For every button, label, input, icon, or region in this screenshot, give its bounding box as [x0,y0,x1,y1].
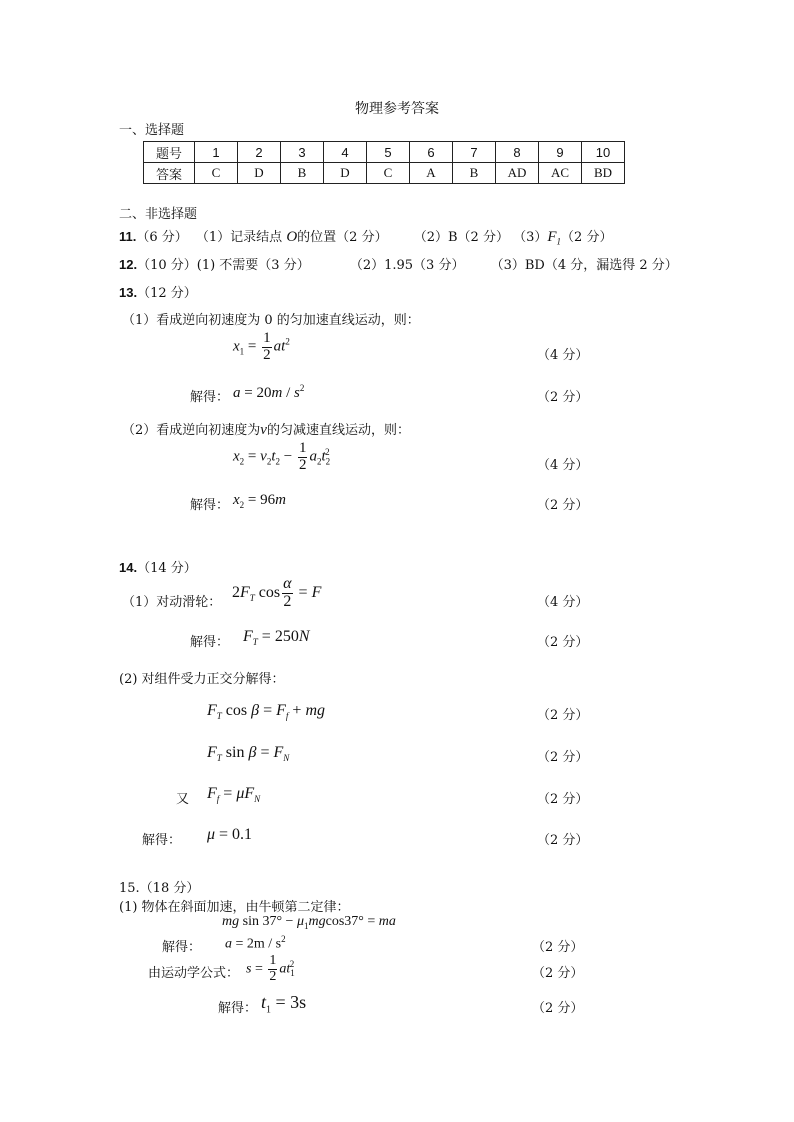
q15-solve1-label: 解得： [162,940,202,955]
table-cell-number: 5 [367,142,410,163]
q13-equation-2-score: （4 分） [537,458,589,473]
q15-equation-2-score: （2 分） [532,966,584,981]
table-cell-number: 7 [453,142,496,163]
q13-solve1-score: （2 分） [537,390,589,405]
table-cell-number: 9 [539,142,582,163]
q14-solve2-equation: μ = 0.1 [207,826,253,843]
q13-solve2-score: （2 分） [537,498,589,513]
q13-part1-text: （1）看成逆向初速度为 0 的匀加速直线运动，则： [122,313,420,328]
q11-part3-rest: （2 分） [561,230,613,245]
q14-number: 14. [119,560,138,575]
q11-part1: （1）记录结点 [195,230,283,245]
q15-equation-2: s = $\frac{1}{2}$ $at_1^2$ [246,953,295,984]
q13-score: （12 分） [137,286,197,301]
q14-solve1-score: （2 分） [537,635,589,650]
table-cell-answer: B [281,163,324,184]
q14-solve1-equation: $F_T = 250N$ [243,628,310,648]
q14-heading [119,557,197,576]
q14-score: （14 分） [137,561,197,576]
q11-part3-subscript: 1 [556,236,562,247]
table-cell-number: 4 [324,142,367,163]
q14-equation-1-score: （4 分） [537,595,589,610]
q14-equation-3: $F_T$ $\sin \beta = F_N$ [207,744,290,764]
table-cell-number: 2 [238,142,281,163]
q13-number: 13. [119,285,138,300]
q14-equation-1: $2F_T$ cos $\frac{\alpha}{2}$ = F [232,575,322,610]
q14-solve2-score: （2 分） [537,833,589,848]
q15-kinematics-label: 由运动学公式： [148,966,240,981]
q12-number: 12. [119,257,138,272]
q14-solve1-label: 解得： [190,635,230,650]
q11-part1-variable: O [286,229,298,245]
page-title: 物理参考答案 [355,101,439,117]
q11-part1-rest: 的位置（2 分） [297,230,388,245]
q11-part2: （2）B（2 分） [413,230,509,245]
q13-heading [119,282,197,301]
section-nonchoice-heading: 二、非选择题 [119,207,198,222]
q13-equation-1: $x_1$ = $\frac{1}{2}$ $at^2$ [233,330,290,363]
q12-part3: （3）BD（4 分，漏选得 2 分） [490,258,678,273]
table-cell-answer: AC [539,163,582,184]
table-cell-number: 10 [582,142,625,163]
q13-equation-2: $x_2 = v_2t_2$ − $\frac{1}{2}$ $a_2t_2^2$ [233,440,331,473]
q14-equation-4: $F_f = \mu F_N$ [207,785,261,805]
q14-part1-text: （1）对动滑轮： [122,595,222,610]
q14-part2-text: (2) 对组件受力正交分解得： [119,672,285,687]
table-header-number: 题号 [144,142,195,163]
q14-equation-2: $F_T$ $\cos \beta = F_f$ + mg [207,702,326,722]
q11-part3-variable: F [547,229,557,245]
q12-line [119,254,678,273]
table-cell-answer: B [453,163,496,184]
q13-solve2-equation: $x_2 = 96m$ [233,492,286,510]
q15-heading: 15.（18 分） [119,881,200,896]
table-cell-number: 1 [195,142,238,163]
table-cell-answer: BD [582,163,625,184]
q15-part1-text: (1) 物体在斜面加速，由牛顿第二定律： [119,900,350,915]
q14-equation-3-score: （2 分） [537,750,589,765]
table-cell-number: 3 [281,142,324,163]
answer-table [143,141,625,184]
q13-solve2-label: 解得： [190,498,230,513]
q14-equation-2-score: （2 分） [537,708,589,723]
q15-equation-1: mg $\sin 37^\circ - \mu_1mgcos37^\circ$ = ma [222,914,396,931]
table-cell-number: 8 [496,142,539,163]
table-cell-answer: C [367,163,410,184]
q12-part1: （10 分）(1) 不需要（3 分） [137,258,310,273]
q13-part2-text-b: 的匀减速直线运动，则： [266,423,410,438]
q15-solve2-equation: $t_1 = 3s$ [261,992,307,1016]
table-header-answer: 答案 [144,163,195,184]
table-cell-answer: D [238,163,281,184]
table-row-numbers [144,142,625,163]
table-cell-answer: A [410,163,453,184]
table-cell-answer: C [195,163,238,184]
q11-part3: （3） [513,230,548,245]
q15-solve1-equation: $a = 2m / s^2$ [225,934,286,952]
q15-solve2-score: （2 分） [532,1001,584,1016]
table-cell-answer: D [324,163,367,184]
q14-solve2-label: 解得： [142,833,182,848]
q11-line [119,226,612,247]
q14-equation-4-score: （2 分） [537,792,589,807]
table-cell-answer: AD [496,163,539,184]
table-row-answers [144,163,625,184]
table-cell-number: 6 [410,142,453,163]
q12-part2: （2）1.95（3 分） [349,258,465,273]
q13-part2-text-a: （2）看成逆向初速度为 [122,423,261,438]
q13-equation-1-score: （4 分） [537,348,589,363]
q15-solve2-label: 解得： [218,1001,258,1016]
q13-part2-variable: v [260,422,267,438]
q15-solve1-score: （2 分） [532,940,584,955]
q13-solve1-label: 解得： [190,390,230,405]
q11-score: （6 分） [136,230,188,245]
q13-solve1-equation: $a = 20m / s^2$ [233,383,305,401]
q11-number: 11. [119,229,137,244]
q14-you-label: 又 [176,792,190,807]
section-choice-heading: 一、选择题 [119,123,185,138]
q13-part2-text [122,419,410,439]
